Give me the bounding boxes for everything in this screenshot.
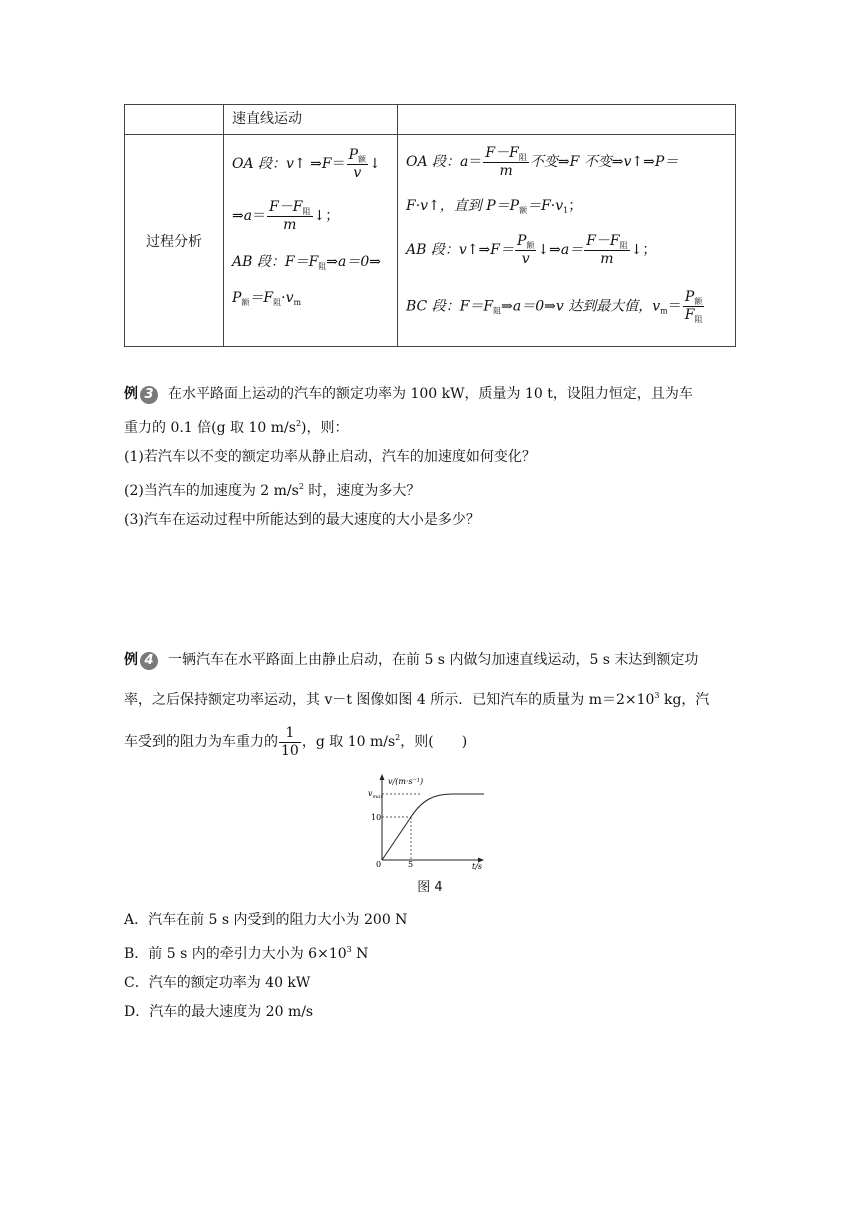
- example-number-badge: 3: [140, 386, 158, 404]
- example-4-line-1: 例 4 一辆汽车在水平路面上由静止启动，在前 5 s 内做匀加速直线运动，5 s 末达到额定功: [124, 646, 744, 675]
- col2-power-line: $P_额=F_阻\cdot v_m$: [232, 290, 302, 307]
- col3-oa-line: OA 段：a＝ $\frac{F-F_阻}{m}$ 不变⇒F 不变⇒v↑⇒P＝: [406, 145, 679, 180]
- x-tick-5: 5: [408, 860, 414, 869]
- uniform-motion-text: 速直线运动: [232, 111, 302, 127]
- col2-accel-fraction: $\frac{F-F_阻}{m}$: [269, 199, 311, 234]
- process-label-cell: [125, 135, 224, 347]
- example-4-line-3: 车受到的阻力为车重力的 $\frac{1}{10}$ ，g 取 10 $m/s^2$，则( ): [124, 725, 468, 759]
- y-axis-label: v/(m·s⁻¹): [388, 777, 424, 786]
- example-4: [124, 646, 744, 759]
- option-d[interactable]: D．汽车的最大速度为 20 m/s: [124, 1004, 314, 1020]
- table-cell-uniform-motion: [224, 105, 398, 135]
- y-axis-arrow: [380, 774, 385, 780]
- y-tick-10: 10: [371, 813, 382, 822]
- col3-oa-fraction: $\frac{F-F_阻}{m}$: [485, 145, 527, 180]
- table-cell-empty: [125, 105, 224, 135]
- col2-oa-line: OA 段：v↑ ⇒F＝ $\frac{P_额}{v}$ ↓: [232, 147, 381, 182]
- example-3-question-2: (2)当汽车的加速度为 2 $m/s^2$ 时，速度为多大？: [124, 482, 421, 499]
- example-number-badge: 4: [140, 652, 158, 670]
- one-tenth-fraction: $\frac{1}{10}$: [281, 725, 299, 759]
- velocity-time-graph: [362, 772, 492, 870]
- col3-ab-fraction-1: $\frac{P_额}{v}$: [516, 233, 535, 268]
- option-b[interactable]: B．前 5 s 内的牵引力大小为 $6\times 10^3$ N: [124, 945, 369, 962]
- option-a[interactable]: A．汽车在前 5 s 内受到的阻力大小为 200 N: [124, 912, 408, 928]
- col2-accel-line: ⇒a＝ $\frac{F-F_阻}{m}$ ↓；: [232, 199, 340, 234]
- col3-ab-fraction-2: $\frac{F-F_阻}{m}$: [586, 233, 628, 268]
- col2-ab-line: AB 段：$F=F_阻\Rightarrow a=0\Rightarrow$: [232, 254, 382, 271]
- example-3-question-1: (1)若汽车以不变的额定功率从静止启动，汽车的加速度如何变化？: [124, 449, 536, 465]
- table-cell-empty-right: [398, 105, 736, 135]
- col3-bc-line: BC 段：$F=F_阻\Rightarrow a=0\Rightarrow v$ 达到最大值，$v_m=$ $\frac{P_额}{F_阻}$: [406, 289, 703, 325]
- option-c[interactable]: C．汽车的额定功率为 40 kW: [124, 975, 311, 991]
- example-4-line-2: 率，之后保持额定功率运动，其 v－t 图像如图 4 所示．已知汽车的质量为 $m=2\times 10^3$ kg，汽: [124, 691, 710, 708]
- x-axis-label: t/s: [472, 862, 483, 870]
- example-3-label: 例 3: [124, 380, 168, 409]
- origin-label: 0: [376, 860, 382, 869]
- constant-power-cell: [224, 135, 398, 347]
- col3-ab-line: AB 段：v↑⇒F＝ $\frac{P_额}{v}$ ↓⇒a＝ $\frac{F-F_阻}{m}$ ↓；: [406, 233, 657, 268]
- constant-accel-cell: [398, 135, 736, 347]
- col3-power-line: F·v↑，直到 $P=P_额=F\cdot v_1$；: [406, 198, 583, 215]
- col2-oa-fraction: $\frac{P_额}{v}$: [348, 147, 367, 182]
- figure-caption: 图 4: [417, 880, 443, 895]
- example-3-line-2: 重力的 0.1 倍(g 取 10 $m/s^2$)，则：: [124, 419, 349, 436]
- example-3-question-3: (3)汽车在运动过程中所能达到的最大速度的大小是多少？: [124, 512, 480, 528]
- velocity-curve: [382, 794, 484, 860]
- process-table: [124, 104, 736, 347]
- vmax-label: $v_{max}$: [368, 789, 384, 800]
- example-4-label: 例 4: [124, 646, 168, 675]
- process-label: 过程分析: [146, 233, 202, 250]
- example-3-line-1: 例 3 在水平路面上运动的汽车的额定功率为 100 kW，质量为 10 t，设阻力恒定，且为车: [124, 380, 744, 409]
- col3-bc-fraction: $\frac{P_额}{F_阻}$: [684, 289, 703, 325]
- answer-options: [124, 906, 407, 1027]
- example-3: [124, 380, 744, 535]
